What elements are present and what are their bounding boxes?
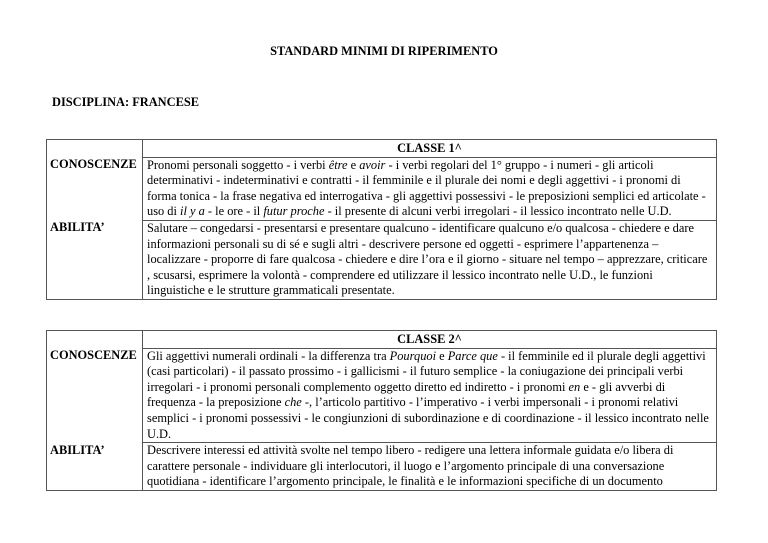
italic-term: être	[328, 157, 348, 172]
conoscenze-text	[143, 348, 717, 443]
text-segment: Descrivere interessi ed attività svolte nel tempo libero - redigere una lettera informale guidata e/o libera di carattere personale - individuare gli interlocutori, il luogo e l’argomento principale di una conversazione quotidiana - identificare l’argomento principale, le finalità e le informazioni specifiche di un documento	[147, 443, 674, 489]
discipline-heading: DISCIPLINA: FRANCESE	[52, 95, 199, 109]
text-segment: e	[347, 157, 360, 172]
abilita-text	[143, 443, 717, 491]
text-segment: e - gli avverbi di frequenza - la preposizione	[147, 379, 666, 410]
text-segment: e	[436, 348, 448, 363]
classe-1-table	[46, 139, 717, 300]
abilita-text	[143, 220, 717, 299]
document-title: STANDARD MINIMI DI RIPERIMENTO	[270, 44, 498, 58]
text-segment: - i verbi regolari del 1° gruppo - i numeri - gli articoli determinativi - indeterminativi e contratti - il femminile e il plurale dei nomi e degli aggettivi - i pronomi di forma tonica - la frase negativa ed interrogativa - gli aggettivi possessivi - le preposizioni semplici ed articolate - uso di	[147, 157, 706, 219]
row-label-abilita: ABILITA’	[47, 220, 143, 299]
text-segment: -, l’articolo partitivo - l’imperativo - i verbi impersonali - i pronomi relativi semplici - i pronomi possessivi - le congiunzioni di subordinazione e di coordinazione - il lessico incontrato nelle U.D.	[147, 395, 709, 441]
classe-2-table	[46, 330, 717, 491]
text-segment: - il femminile ed il plurale degli aggettivi (casi particolari) - il passato prossimo - i gallicismi - il futuro semplice - la coniugazione dei principali verbi irregolari - i pronomi personali complemento oggetto diretto ed indiretto - i pronomi	[147, 348, 706, 394]
row-label-conoscenze: CONOSCENZE	[47, 157, 143, 220]
table-corner-cell	[47, 140, 143, 158]
italic-term: Pourquoi	[389, 348, 437, 363]
text-segment: Pronomi personali soggetto - i verbi	[147, 157, 329, 172]
classe-heading: CLASSE 2^	[143, 331, 717, 349]
text-segment: - il presente di alcuni verbi irregolari - il lessico incontrato nelle U.D.	[324, 204, 672, 219]
italic-term: futur proche	[263, 204, 325, 219]
classe-heading: CLASSE 1^	[143, 140, 717, 158]
italic-term: che	[284, 395, 302, 410]
table-corner-cell	[47, 331, 143, 349]
row-label-abilita: ABILITA’	[47, 443, 143, 491]
italic-term: en	[568, 379, 581, 394]
row-label-conoscenze: CONOSCENZE	[47, 348, 143, 443]
text-segment: Gli aggettivi numerali ordinali - la differenza tra	[147, 348, 390, 363]
italic-term: il y a	[180, 204, 205, 219]
italic-term: avoir	[359, 157, 386, 172]
text-segment: - le ore - il	[204, 204, 264, 219]
italic-term: Parce que	[447, 348, 498, 363]
text-segment: Salutare – congedarsi - presentarsi e presentare qualcuno - identificare qualcuno e/o qualcosa - chiedere e dare informazioni personali su di sé e sugli altri - descrivere persone ed oggetti - esprimere l’appartenenza – localizzare - proporre di fare qualcosa - chiedere e dire l’ora e il giorno - situare nel tempo – apprezzare, criticare , scusarsi, esprimere la volontà - comprendere ed utilizzare il lessico incontrato nelle U.D., le funzioni linguistiche e le strutture grammaticali presentate.	[147, 220, 708, 298]
conoscenze-text	[143, 157, 717, 220]
